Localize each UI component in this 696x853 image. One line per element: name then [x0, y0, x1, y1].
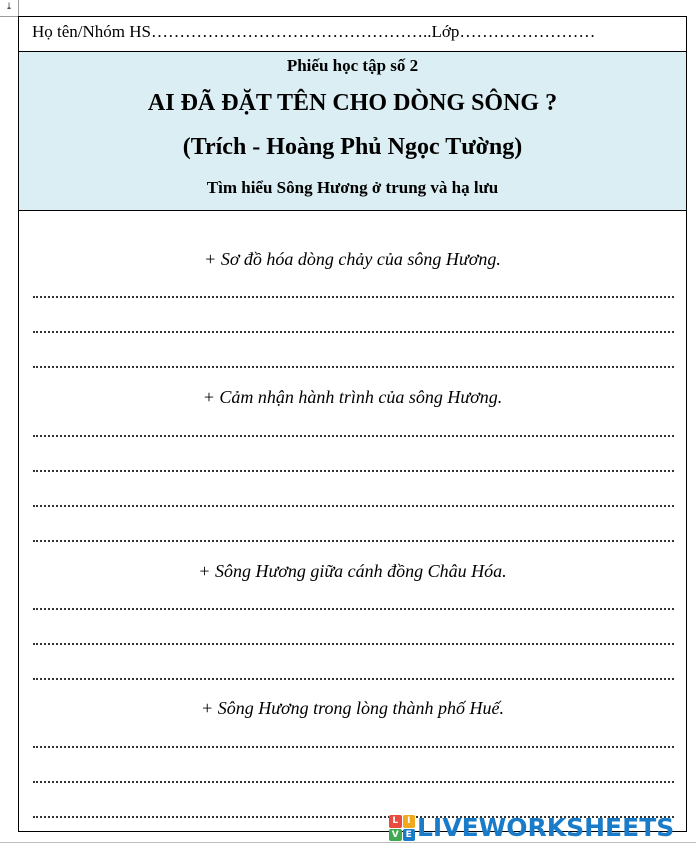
answer-line[interactable]: [33, 505, 674, 507]
prompt-river-flow-diagram: + Sơ đồ hóa dòng chảy của sông Hương.: [204, 249, 501, 269]
liveworksheets-wordmark: LIVEWORKSHEETS: [417, 813, 675, 842]
prompt-river-journey: + Cảm nhận hành trình của sông Hương.: [202, 387, 503, 407]
anchor-arrow-icon: ⤓: [0, 0, 19, 17]
answer-line[interactable]: [33, 435, 674, 437]
answer-line[interactable]: [33, 678, 674, 680]
answer-line[interactable]: [33, 296, 674, 298]
student-name-class-row: Họ tên/Nhóm HS…………………………………………..Lớp……………………: [19, 17, 686, 52]
answer-line[interactable]: [33, 540, 674, 542]
answer-line[interactable]: [33, 366, 674, 368]
lesson-author: (Trích - Hoàng Phủ Ngọc Tường): [182, 134, 523, 160]
logo-letter: I: [403, 815, 416, 828]
task-heading: Tìm hiểu Sông Hương ở trung và hạ lưu: [206, 178, 499, 197]
worksheet: [18, 16, 687, 832]
logo-letter: E: [403, 829, 416, 842]
answer-line[interactable]: [33, 470, 674, 472]
worksheet-header: [19, 52, 686, 211]
worksheet-number: Phiếu học tập số 2: [286, 56, 419, 75]
answer-line[interactable]: [33, 643, 674, 645]
liveworksheets-logo: [389, 813, 674, 843]
answer-line[interactable]: [33, 331, 674, 333]
answer-line[interactable]: [33, 746, 674, 748]
lesson-title: AI ĐÃ ĐẶT TÊN CHO DÒNG SÔNG ?: [147, 90, 558, 116]
logo-letter: L: [389, 815, 402, 828]
answer-line[interactable]: [33, 781, 674, 783]
prompt-chau-hoa-fields: + Sông Hương giữa cánh đồng Châu Hóa.: [198, 561, 507, 581]
logo-letter: V: [389, 829, 402, 842]
prompt-hue-city: + Sông Hương trong lòng thành phố Huế.: [201, 698, 504, 718]
answer-line[interactable]: [33, 608, 674, 610]
liveworksheets-mark-icon: [389, 815, 415, 841]
